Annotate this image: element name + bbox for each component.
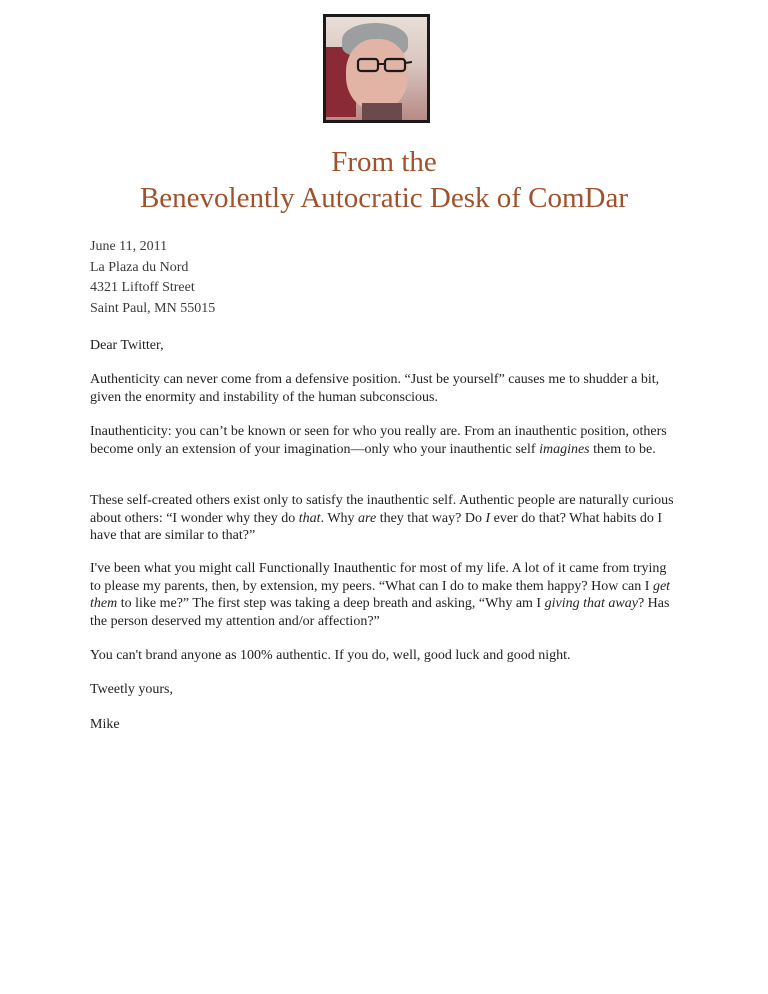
address-block xyxy=(90,237,680,319)
paragraph-3-emphasis-3: I xyxy=(485,510,491,526)
photo-face xyxy=(346,39,408,111)
paragraph-4-emphasis-1: get them xyxy=(90,578,671,611)
letter-date: June 11, 2011 xyxy=(90,239,168,254)
author-photo xyxy=(323,14,430,123)
title-line-1: From the xyxy=(331,146,437,178)
paragraph-3-text-d: ever do that? What habits do I have that are similar to that?” xyxy=(90,510,663,543)
paragraph-2-emphasis: imagines xyxy=(539,441,590,457)
letterhead-title xyxy=(0,144,768,216)
paragraph-2-text-a: Inauthenticity: you can’t be known or seen for who you really are. From an inauthentic position, others become only an extension of your imagination—only who your inauthentic self xyxy=(90,424,667,457)
paragraph-4-text-c: ? Has the person deserved my attention and/or affection?” xyxy=(90,596,670,629)
paragraph-4 xyxy=(90,560,680,630)
photo-shirt xyxy=(362,103,402,120)
paragraph-5: You can't brand anyone as 100% authentic. If you do, well, good luck and good night. xyxy=(90,648,571,663)
paragraph-1: Authenticity can never come from a defensive position. “Just be yourself” causes me to shudder a bit, given the enormity and instability of the human subconscious. xyxy=(90,372,660,405)
address-line-2: 4321 Liftoff Street xyxy=(90,280,195,295)
paragraph-3-text-c: they that way? Do xyxy=(376,510,486,526)
paragraph-4-text-b: to like me?” The first step was taking a deep breath and asking, “Why am I xyxy=(117,596,545,611)
address-line-3: Saint Paul, MN 55015 xyxy=(90,300,216,316)
paragraph-4-emphasis-2: giving that away xyxy=(544,596,638,611)
glasses-icon xyxy=(356,57,412,73)
paragraph-3-text-b: . Why xyxy=(320,510,359,526)
title-line-2: Benevolently Autocratic Desk of ComDar xyxy=(139,182,629,214)
paragraph-4-text-a: I've been what you might call Functionally Inauthentic for most of my life. A lot of it came from trying to please my parents, then, by extension, my peers. “What can I do to make them happy? How can I xyxy=(90,561,667,594)
paragraph-3-text-a: These self-created others exist only to satisfy the inauthentic self. Authentic people are naturally curious about others: “I wonder why they do xyxy=(90,493,674,526)
author-portrait xyxy=(326,17,427,120)
paragraph-2-text-b: them to be. xyxy=(589,441,656,457)
paragraph-3-emphasis-2: are xyxy=(358,510,377,526)
salutation: Dear Twitter, xyxy=(90,338,164,353)
signature: Mike xyxy=(90,717,120,732)
address-line-1: La Plaza du Nord xyxy=(90,259,189,275)
closing: Tweetly yours, xyxy=(90,682,174,697)
paragraph-3-emphasis-1: that xyxy=(298,510,321,526)
paragraph-2 xyxy=(90,423,680,458)
paragraph-3 xyxy=(90,492,680,545)
